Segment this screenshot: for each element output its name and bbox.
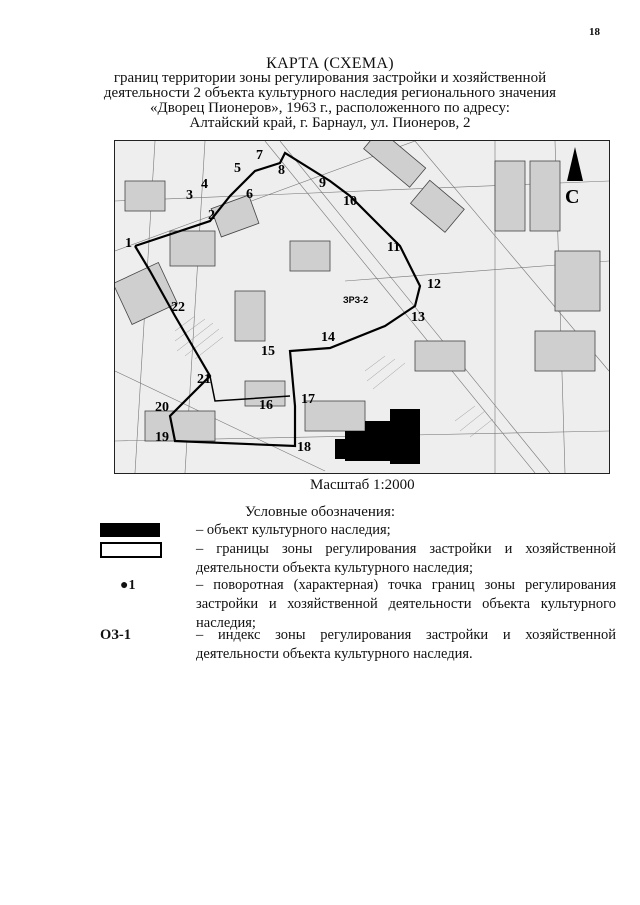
title-line: границ территории зоны регулирования застройки и хозяйственной <box>113 70 547 86</box>
map-title: КАРТА (СХЕМА) <box>266 55 394 72</box>
zone-index-symbol: ОЗ-1 <box>100 627 132 643</box>
point-label: 15 <box>261 344 275 359</box>
point-label: 9 <box>319 176 326 191</box>
title-block <box>100 56 560 131</box>
page-number: 18 <box>589 26 600 38</box>
map-scale: Масштаб 1:2000 <box>310 477 415 493</box>
point-label: 22 <box>171 300 185 315</box>
point-label: 21 <box>197 372 211 387</box>
point-label: 14 <box>321 330 335 345</box>
map-drawing <box>115 141 609 473</box>
point-label: 4 <box>201 177 208 192</box>
point-label: 7 <box>256 148 263 163</box>
point-label: 18 <box>297 440 311 455</box>
point-label: 1 <box>125 236 132 251</box>
point-label: 6 <box>246 187 253 202</box>
point-label: 11 <box>387 240 401 255</box>
point-label: 19 <box>155 430 169 445</box>
legend-item-zone-index <box>100 626 615 666</box>
north-label: С <box>565 186 580 208</box>
solid-fill-swatch-icon <box>100 523 160 537</box>
point-label: 2 <box>208 208 215 223</box>
legend-item-heritage-object <box>100 521 615 541</box>
legend-text: – объект культурного наследия; <box>196 522 391 538</box>
point-label: 13 <box>411 310 425 325</box>
title-line: «Дворец Пионеров», 1963 г., расположенного по адресу: <box>150 100 510 116</box>
point-label: 17 <box>301 392 315 407</box>
outline-swatch-icon <box>100 542 162 558</box>
point-label: 20 <box>155 400 169 415</box>
point-label: 5 <box>234 161 241 176</box>
title-line: деятельности 2 объекта культурного наследия регионального значения <box>103 85 557 101</box>
point-label: 12 <box>427 277 441 292</box>
point-label: 16 <box>259 398 273 413</box>
legend-text: – поворотная (характерная) точка границ зоны регулирования застройки и хозяйственной деятельности объекта культурного наследия; <box>196 577 616 631</box>
legend-item-zone-boundary <box>100 540 615 580</box>
cadastral-map <box>114 140 610 474</box>
zone-label: ЗРЗ-2 <box>343 295 369 305</box>
legend-title: Условные обозначения: <box>244 504 396 520</box>
point-label: 3 <box>186 188 193 203</box>
point-marker-icon: ●1 <box>120 578 136 593</box>
point-label: 8 <box>278 163 285 178</box>
legend-text: – границы зоны регулирования застройки и хозяйственной деятельности объекта культурного наследия; <box>196 541 616 576</box>
title-line: Алтайский край, г. Барнаул, ул. Пионеров, 2 <box>189 115 471 131</box>
point-label: 10 <box>343 194 357 209</box>
legend-text: – индекс зоны регулирования застройки и хозяйственной деятельности объекта культурного наследия. <box>196 627 616 662</box>
